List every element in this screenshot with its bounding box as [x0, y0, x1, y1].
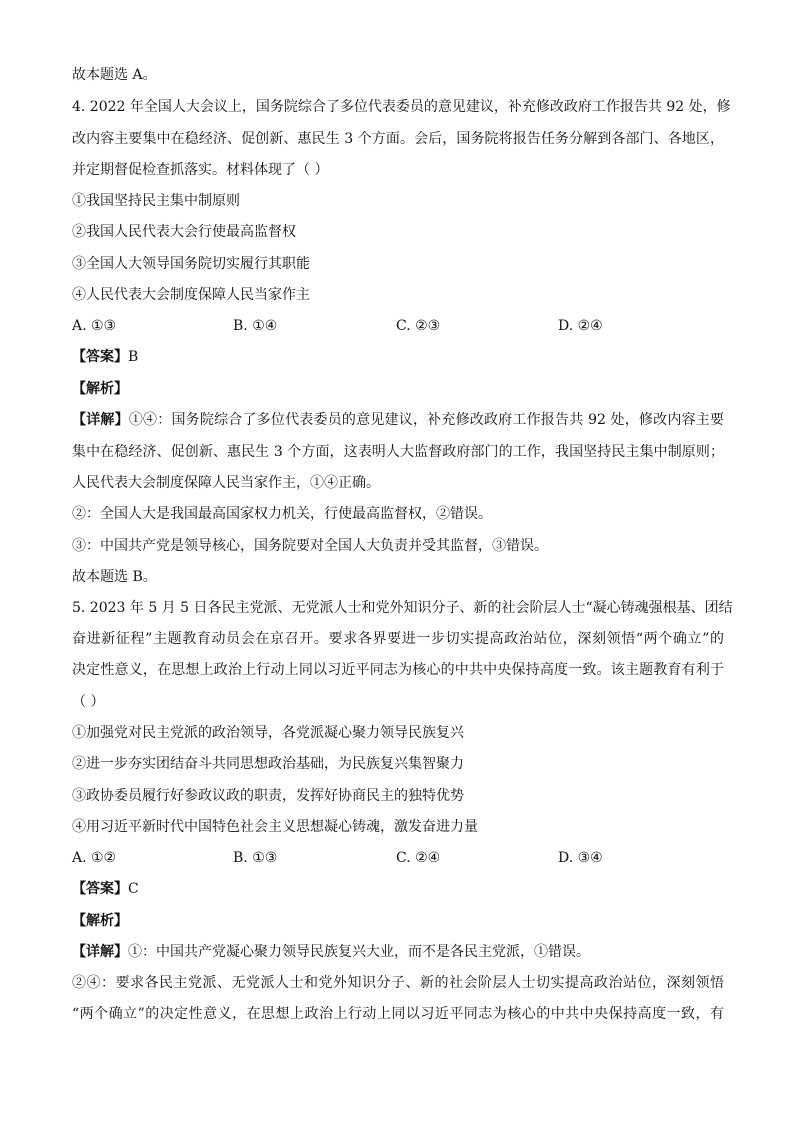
- q4-answer-tag: 【答案】: [72, 349, 128, 365]
- q4-detail-line-2: 集中在稳经济、促创新、惠民生 3 个方面，这表明人大监督政府部门的工作，我国坚持民主集中制原则；: [72, 444, 724, 460]
- q4-detail-line-5: ③：中国共产党是领导核心，国务院要对全国人大负责并受其监督，③错误。: [72, 538, 548, 554]
- q5-analysis-tag: 【解析】: [72, 913, 128, 929]
- q5-detail-text-1: ①：中国共产党凝心聚力领导民族复兴大业，而不是各民主党派，①错误。: [128, 944, 590, 960]
- q4-statement-4: ④人民代表大会制度保障人民当家作主: [72, 287, 310, 303]
- q5-detail-line-2: ②④：要求各民主党派、无党派人士和党外知识分子、新的社会阶层人士切实提高政治站位，深刻领悟: [72, 975, 724, 991]
- q4-option-b: B. ①④: [233, 318, 278, 334]
- q4-answer-line: [72, 347, 724, 369]
- q4-statement-3: ③全国人大领导国务院切实履行其职能: [72, 256, 310, 272]
- q4-analysis-tag: 【解析】: [72, 381, 128, 397]
- q5-statement-1: ①加强党对民主党派的政治领导，各党派凝心聚力领导民族复兴: [72, 725, 464, 741]
- q4-answer-value: B: [128, 349, 139, 365]
- q3-conclusion: 故本题选 A。: [72, 67, 157, 83]
- q4-option-d: D. ②④: [558, 318, 603, 334]
- q4-conclusion: 故本题选 B。: [72, 569, 157, 585]
- q5-detail-line-3: “两个确立”的决定性意义，在思想上政治上行动上同以习近平同志为核心的中共中央保持高度一致，有: [72, 1006, 724, 1022]
- q5-statement-3: ③政协委员履行好参政议政的职责，发挥好协商民主的独特优势: [72, 788, 464, 804]
- q4-detail-tag: 【详解】: [72, 412, 129, 428]
- q4-option-c: C. ②③: [396, 318, 441, 334]
- q4-detail-line-4: ②：全国人大是我国最高国家权力机关，行使最高监督权，②错误。: [72, 506, 492, 522]
- q5-option-c: C. ②④: [396, 850, 441, 866]
- q5-statement-2: ②进一步夯实团结奋斗共同思想政治基础，为民族复兴集智聚力: [72, 756, 464, 772]
- q4-stem-line-2: 改内容主要集中在稳经济、促创新、惠民生 3 个方面。会后，国务院将报告任务分解到各部门、各地区，: [72, 131, 724, 147]
- q5-stem-line-1: 5. 2023 年 5 月 5 日各民主党派、无党派人士和党外知识分子、新的社会阶层人士“凝心铸魂强根基、团结: [72, 600, 733, 616]
- q5-stem-line-4: （ ）: [72, 694, 105, 710]
- q5-answer-value: C: [128, 881, 139, 897]
- q5-detail-tag: 【详解】: [72, 944, 128, 960]
- q4-detail-line-1: [72, 410, 724, 432]
- q4-statement-1: ①我国坚持民主集中制原则: [72, 193, 240, 209]
- q5-stem-line-3: 决定性意义，在思想上政治上行动上同以习近平同志为核心的中共中央保持高度一致。该主题教育有利于: [72, 662, 724, 678]
- q5-option-b: B. ①③: [233, 850, 278, 866]
- q5-stem-line-2: 奋进新征程”主题教育动员会在京召开。要求各界要进一步切实提高政治站位，深刻领悟“两个确立”的: [72, 631, 724, 647]
- q5-statement-4: ④用习近平新时代中国特色社会主义思想凝心铸魂，激发奋进力量: [72, 819, 478, 835]
- q5-option-d: D. ③④: [558, 850, 603, 866]
- q4-option-a: A. ①③: [72, 318, 117, 334]
- q4-detail-text-1: ①④：国务院综合了多位代表委员的意见建议，补充修改政府工作报告共 92 处，修改内容主要: [128, 412, 724, 428]
- q5-detail-line-1: [72, 942, 724, 964]
- q4-detail-line-3: 人民代表大会制度保障人民当家作主，①④正确。: [72, 475, 380, 491]
- q4-stem-line-1: 4. 2022 年全国人大会议上，国务院综合了多位代表委员的意见建议，补充修改政府工作报告共 92 处，修: [72, 99, 731, 115]
- q5-option-a: A. ①②: [72, 850, 117, 866]
- q5-answer-tag: 【答案】: [72, 881, 128, 897]
- q5-answer-line: [72, 879, 724, 901]
- q4-stem-line-3: 并定期督促检查抓落实。材料体现了（ ）: [72, 162, 329, 178]
- q4-statement-2: ②我国人民代表大会行使最高监督权: [72, 224, 296, 240]
